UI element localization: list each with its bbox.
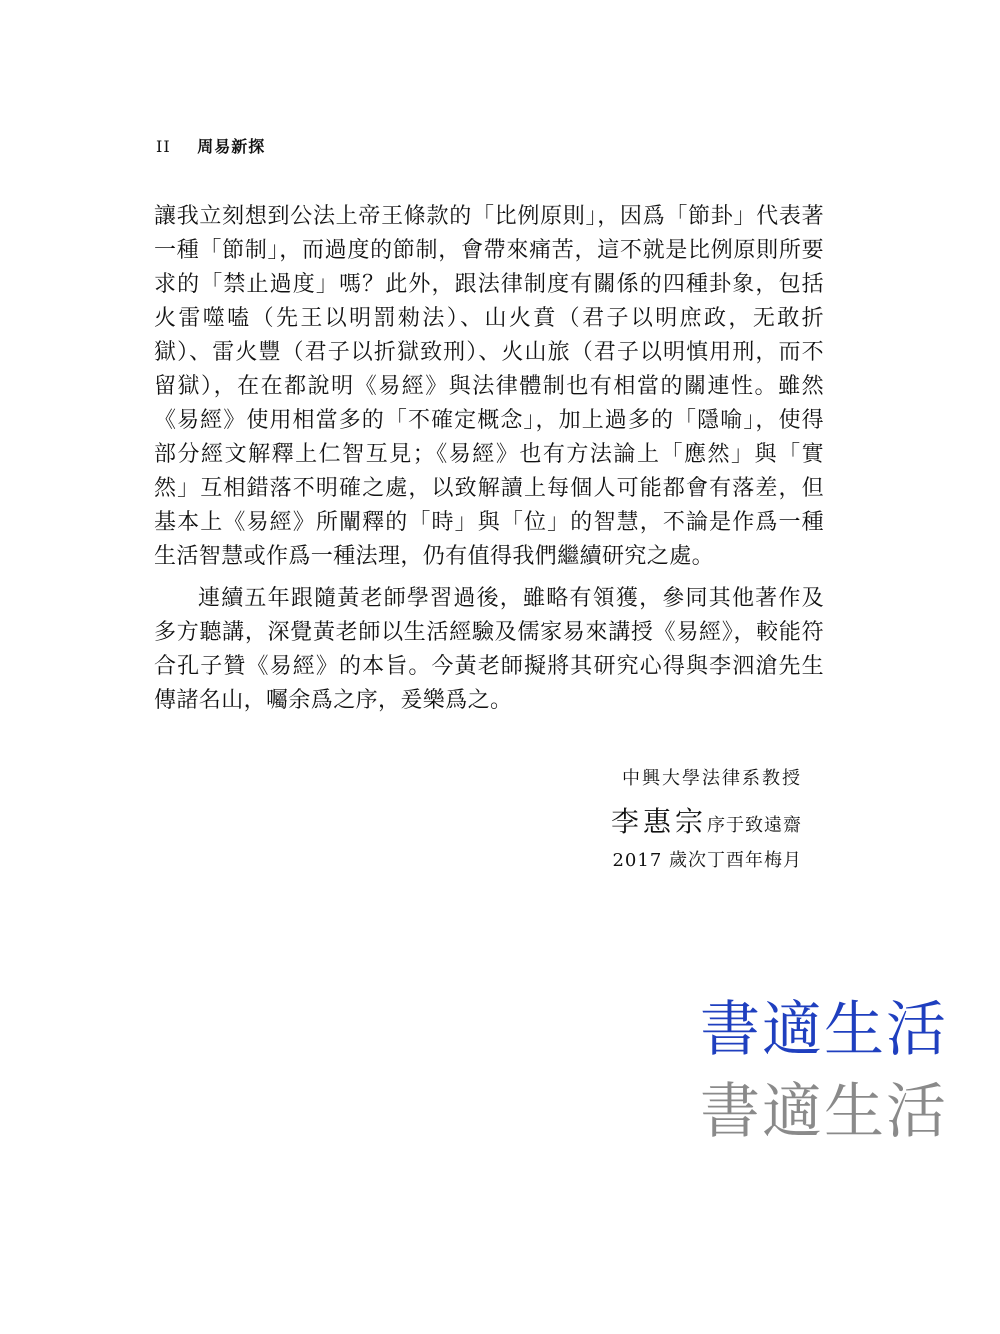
book-title: 周易新探 [197,137,266,156]
running-header [156,134,265,157]
signature-date: 2017 歲次丁酉年梅月 [612,850,802,871]
watermark-blue: 書適生活 [700,995,948,1065]
author-affiliation: 中興大學法律系教授 [622,768,802,789]
paragraph-2: 連續五年跟隨黃老師學習過後，雖略有領獲，參同其他著作及多方聽講，深覺黃老師以生活經驗及儒家易來講授《易經》，較能符合孔子贊《易經》的本旨。今黃老師擬將其研究心得與李泗滄先生傳諸名山，囑余爲之序，爰樂爲之。 [154,586,824,713]
watermark-gray: 書適生活 [700,1077,948,1147]
author-name-suffix: 序于致遠齋 [707,815,802,836]
page-number: II [156,137,171,156]
preface-body [154,200,824,718]
author-signature [611,800,802,840]
paragraph-1: 讓我立刻想到公法上帝王條款的「比例原則」，因爲「節卦」代表著一種「節制」，而過度的節制，會帶來痛苦，這不就是比例原則所要求的「禁止過度」嗎？此外，跟法律制度有關係的四種卦象，包括火雷噬嗑（先王以明罰勑法）、山火賁（君子以明庶政，无敢折獄）、雷火豐（君子以折獄致刑）、火山旅（君子以明慎用刑，而不留獄），在在都說明《易經》與法律體制也有相當的關連性。雖然《易經》使用相當多的「不確定概念」，加上過多的「隱喻」，使得部分經文解釋上仁智互見；《易經》也有方法論上「應然」與「實然」互相錯落不明確之處，以致解讀上每個人可能都會有落差，但基本上《易經》所闡釋的「時」與「位」的智慧，不論是作爲一種生活智慧或作爲一種法理，仍有值得我們繼續研究之處。 [154,204,824,569]
author-name: 李惠宗 [610,805,707,838]
